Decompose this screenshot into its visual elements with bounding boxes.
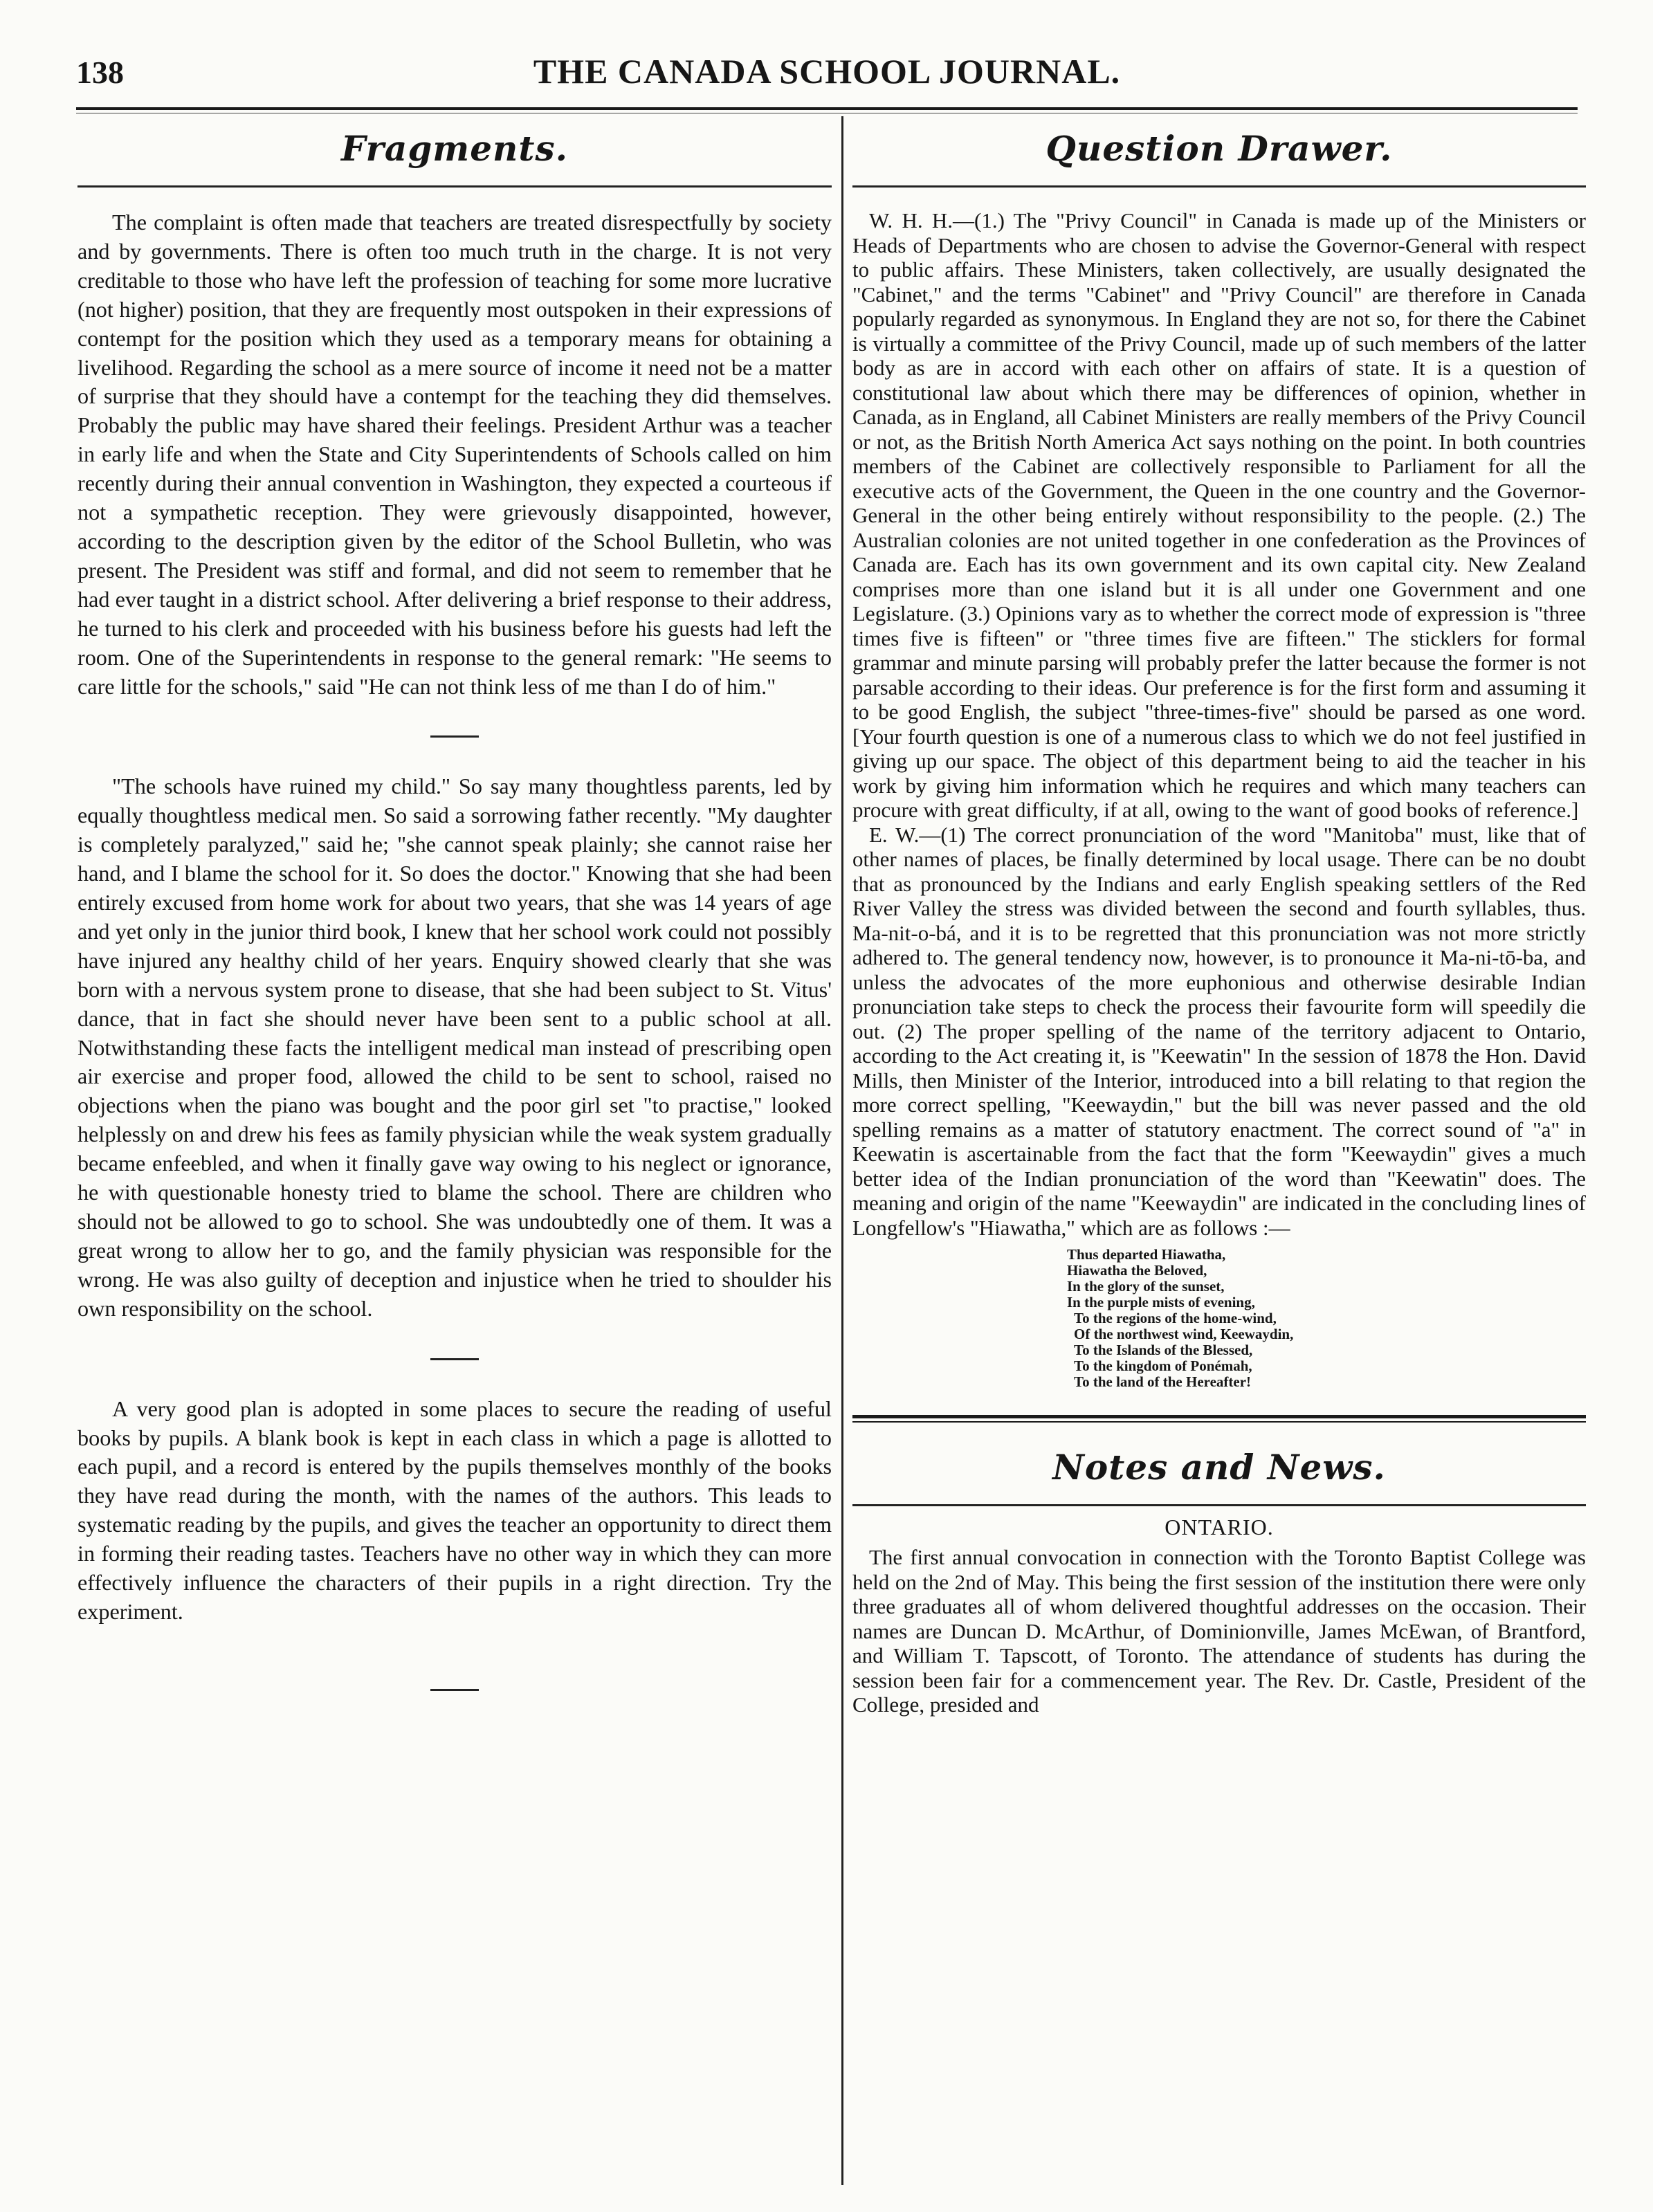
hiawatha-excerpt (1067, 1247, 1586, 1390)
fragments-paragraph-1: The complaint is often made that teachers are treated disrespectfully by society and by governments. There is often too much truth in the charge. It is not very creditable to those who have left the profession of teaching for some more lucrative (not higher) position, that they are frequently most outspoken in their expressions of contempt for the position which they used as a temporary means for obtaining a livelihood. Regarding the school as a mere source of income it need not be a matter of surprise that they should have a contempt for the teaching they did themselves. Probably the public may have shared their feelings. President Arthur was a teacher in early life and when the State and City Superintendents of Schools called on him recently during their annual convention in Washington, they expected a courteous if not a sympathetic reception. They were grievously disappointed, however, according to the description given by the editor of the School Bulletin, who was present. The President was stiff and formal, and did not seem to remember that he had ever taught in a district school. After delivering a brief response to their address, he turned to his clerk and proceeded with his business before his guests had left the room. One of the Superintendents in response to the general remark: "He seems to care little for the schools," said "He can not think less of me than I do of him." (77, 210, 832, 699)
separator-rule (430, 1689, 479, 1691)
poem-line: To the regions of the home-wind, (1074, 1310, 1277, 1326)
column-divider (841, 116, 843, 2185)
notes-and-news-title: Notes and News. (1052, 1447, 1386, 1488)
page-header (76, 48, 1578, 104)
poem-line: Thus departed Hiawatha, (1067, 1246, 1226, 1263)
notes-paragraph-1: The first annual convocation in connection with the Toronto Baptist College was held on the 2nd of May. This being the first session of the institution there were only three graduates all of whom delivered thoughtful addresses on the occasion. Their names are Duncan D. McArthur, of Dominionville, James McEwan, of Brantford, and William T. Tapscott, of Toronto. The attendance of students has during the session been fair for a commencement year. The Rev. Dr. Castle, President of the College, presided and (852, 1545, 1586, 1717)
separator-rule (430, 735, 479, 738)
ontario-subheading: ONTARIO. (1165, 1515, 1274, 1539)
question-answer-whh: W. H. H.—(1.) The "Privy Council" in Canada is made up of the Ministers or Heads of Departments who are chosen to advise the Governor-General with respect to public affairs. These Ministers, taken collectively, are usually designated the "Cabinet," and the terms "Cabinet" and "Privy Council" are therefore in Canada popularly regarded as synonymous. In England they are not so, for there the Cabinet is virtually a committee of the Privy Council, made up of such members of the latter body as are in accord with each other on affairs of state. It is a question of constitutional law about which there may be differences of opinion, whether in Canada, as in England, all Cabinet Ministers are really members of the Privy Council or not, as the British North America Act says nothing on the point. In both countries members of the Cabinet are collectively responsible to Parliament for all the executive acts of the Government, the Queen in the one country and the Governor-General in the other being entirely without responsibility to the people. (2.) The Australian colonies are not united together in one confederation as the Provinces of Canada are. Each has its own government and its own capital city. New Zealand comprises more than one island but it is all under one Government and one Legislature. (3.) Opinions vary as to whether the correct mode of expression is "three times five is fifteen" or "three times five are fifteen." The sticklers for formal grammar and minute parsing will probably prefer the latter because the former is not parsable according to their ideas. Our preference is for the first form and assuming it to be good English, the subject "three-times-five" should be parsed as one word. [Your fourth question is one of a numerous class to which we do not feel justified in giving up our space. The object of this department being to aid the teacher in his work by giving him information which he requires and which many teachers can procure with great difficulty, if at all, owing to the want of good books of reference.] (852, 208, 1586, 822)
poem-line: To the land of the Hereafter! (1074, 1373, 1252, 1390)
separator-rule (430, 1358, 479, 1360)
fragments-title-rule (77, 185, 832, 188)
question-drawer-title-rule (852, 185, 1586, 188)
question-drawer-title: Question Drawer. (1045, 128, 1393, 169)
left-column (77, 118, 832, 1726)
section-double-rule (852, 1415, 1586, 1418)
poem-line: In the purple mists of evening, (1067, 1294, 1255, 1310)
poem-line: In the glory of the sunset, (1067, 1278, 1225, 1295)
fragments-paragraph-3: A very good plan is adopted in some places to secure the reading of useful books by pupils. A blank book is kept in each class in which a page is allotted to each pupil, and a record is entered by the pupils themselves monthly of the books they have read during the month, with the names of the authors. This leads to systematic reading by the pupils, and gives the teacher an opportunity to direct them in forming their reading tastes. Teachers have no other way in which they can more effectively influence the characters of their pupils in a right direction. Try the experiment. (77, 1396, 832, 1624)
header-rule (76, 107, 1578, 110)
fragments-title: Fragments. (340, 128, 569, 169)
notes-and-news-title-rule (852, 1504, 1586, 1506)
right-column (852, 118, 1586, 1717)
page-number: 138 (76, 55, 124, 90)
poem-line: To the Islands of the Blessed, (1074, 1342, 1253, 1358)
question-answer-ew: E. W.—(1) The correct pronunciation of the word "Manitoba" must, like that of other names of places, be finally determined by local usage. There can be no doubt that as pronounced by the Indians and early English speaking settlers of the Red River Valley the stress was divided between the second and fourth syllables, thus. Ma-nit-o-bá, and it is to be regretted that this pronunciation was not more strictly adhered to. The general tendency now, however, is to pronounce it Ma-ni-tō-ba, and unless the advocates of the more euphonious and otherwise desirable Indian pronunciation take steps to check the process their favourite form will speedily die out. (2) The proper spelling of the name of the territory adjacent to Ontario, according to the Act creating it, is "Keewatin" In the session of 1878 the Hon. David Mills, then Minister of the Interior, introduced into a bill relating to that region the more correct spelling, "Keewaydin," but the bill was never passed and the old spelling remains as a matter of statutory enactment. The correct sound of "a" in Keewatin is ascertainable from the fact that the form "Keewaydin" gives a much better idea of the Indian pronunciation of the word than "Keewatin" does. The meaning and origin of the name "Keewaydin" are indicated in the concluding lines of Longfellow's "Hiawatha," which are as follows :— (852, 822, 1586, 1240)
poem-line: Of the northwest wind, Keewaydin, (1074, 1326, 1294, 1342)
fragments-paragraph-2: "The schools have ruined my child." So say many thoughtless parents, led by equally thoughtless medical men. So said a sorrowing father recently. "My daughter is completely paralyzed," said he; "she cannot speak plainly; she cannot raise her hand, and I blame the school for it. So does the doctor." Knowing that she had been entirely excused from home work for about two years, that she was 14 years of age and yet only in the junior third book, I knew that her school work could not possibly have injured any healthy child of her years. Enquiry showed clearly that she was born with a nervous system prone to disease, that she had been subject to St. Vitus' dance, that in fact she should never have been sent to a public school at all. Notwithstanding these facts the intelligent medical man instead of prescribing open air exercise and proper food, allowed the child to be sent to school, raised no objections when the piano was bought and the poor girl set "to practise," looked helplessly on and drew his fees as family physician while the weak system gradually became enfeebled, and when it finally gave way owing to his neglect or ignorance, he with questionable honesty tried to blame the school. There are children who should not be allowed to go to school. She was undoubtedly one of them. It was a great wrong to allow her to go, and the family physician was responsible for the wrong. He was also guilty of deception and injustice when he tried to shoulder his own responsibility on the school. (77, 774, 832, 1321)
poem-line: To the kingdom of Ponémah, (1074, 1358, 1252, 1374)
section-double-rule-thin (852, 1421, 1586, 1423)
poem-line: Hiawatha the Beloved, (1067, 1262, 1207, 1279)
journal-title: THE CANADA SCHOOL JOURNAL. (533, 52, 1121, 91)
